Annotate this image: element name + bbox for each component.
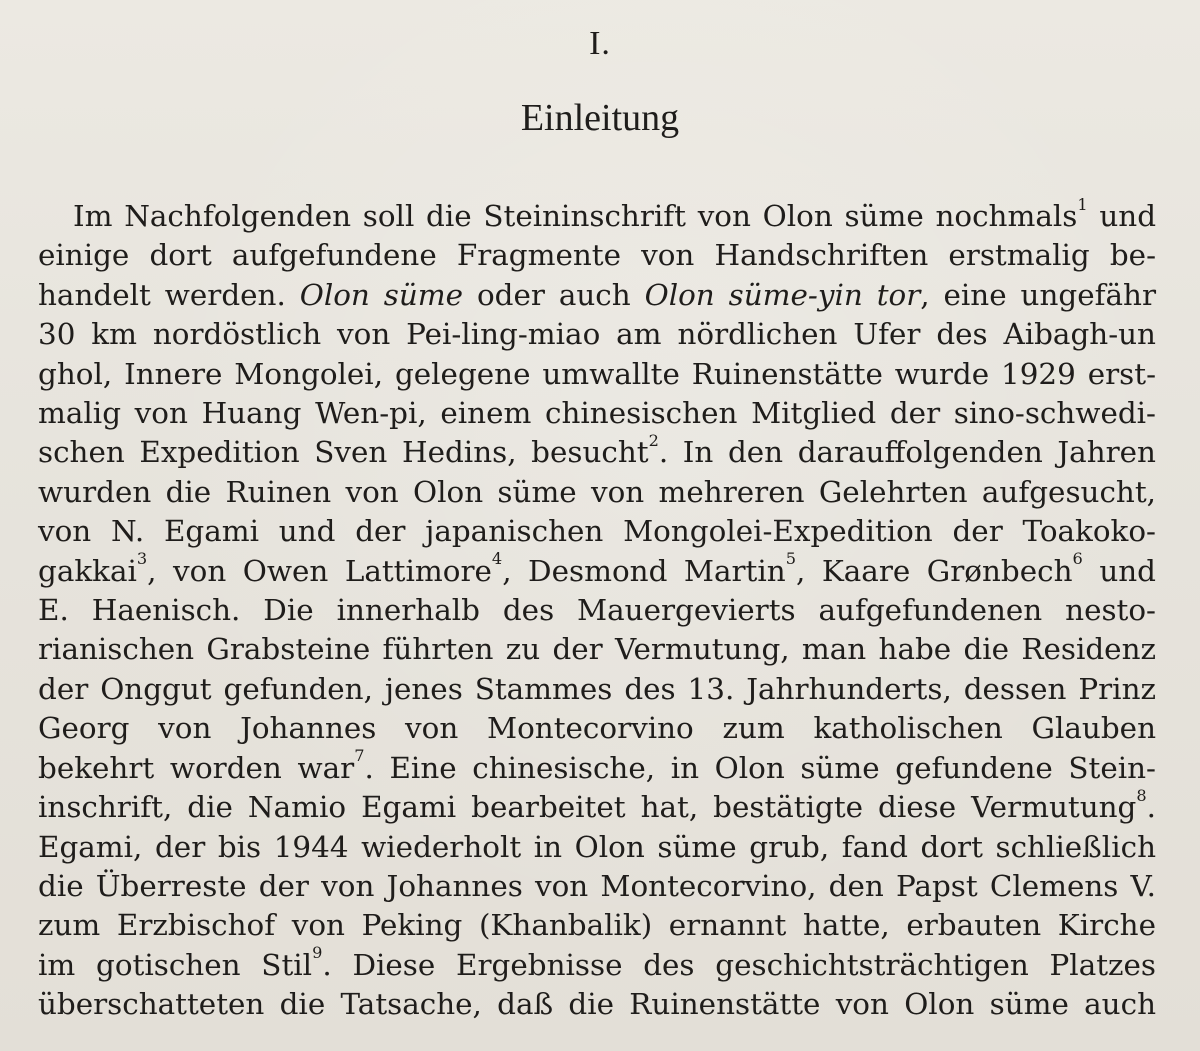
text-segment: Georg von Johannes von Montecorvino zum katholischen Glauben [38,711,1156,746]
body-paragraph [38,194,1157,1025]
text-line [38,549,1156,591]
text-segment: , Desmond Martin [502,553,786,588]
text-segment: ghol, Innere Mongolei, gelegene umwallte Ruinenstätte wurde 1929 erst- [38,356,1156,391]
text-line [38,473,1156,512]
text-line [38,785,1156,827]
text-line [38,746,1156,788]
chapter-title: Einleitung [520,97,680,139]
text-line [38,709,1156,748]
text-segment: . Eine chinesische, in Olon süme gefundene Stein- [364,750,1156,785]
text-line [38,194,1157,236]
text-line [38,394,1156,433]
text-segment: von N. Egami und der japanischen Mongolei-Expedition der Toakoko- [38,514,1156,549]
text-segment: die Überreste der von Johannes von Montecorvino, den Papst Clemens V. [38,868,1156,903]
footnote-marker: 1 [1077,194,1088,214]
italic-term: Olon süme-yin tor [644,277,921,312]
text-line [38,512,1156,551]
text-line [38,828,1156,867]
text-line [38,355,1156,394]
text-segment: inschrift, die Namio Egami bearbeitet hat, bestätigte diese Vermutung [38,790,1137,825]
footnote-marker: 4 [491,549,503,569]
text-segment: der Onggut gefunden, jenes Stammes des 13. Jahrhunderts, dessen Prinz [38,671,1156,706]
text-segment: . In den darauffolgenden Jahren [658,435,1156,470]
text-segment: E. Haenisch. Die innerhalb des Mauergevierts aufgefundenen nesto- [38,593,1156,628]
text-segment: , eine ungefähr [920,277,1156,312]
text-line [38,430,1156,472]
text-segment: . [1146,790,1156,825]
text-segment: im gotischen Stil [38,947,313,982]
text-segment: Im Nachfolgenden soll die Steininschrift von Olon süme nochmals [73,199,1078,233]
text-line [38,943,1156,985]
chapter-number: I. [589,25,611,62]
text-segment: 30 km nordöstlich von Pei-ling-miao am nördlichen Ufer des Aibagh-un [38,317,1156,352]
footnote-marker: 3 [136,549,148,569]
text-segment: handelt werden. [38,277,300,312]
text-segment: schen Expedition Sven Hedins, besucht [38,435,649,470]
text-segment: malig von Huang Wen-pi, einem chinesischen Mitglied der sino-schwedi- [38,396,1156,431]
text-segment: rianischen Grabsteine führten zu der Vermutung, man habe die Residenz [38,632,1156,667]
text-line [38,276,1156,315]
italic-term: Olon süme [299,277,464,312]
footnote-marker: 6 [1072,549,1083,569]
text-line [38,591,1156,630]
text-segment: einige dort aufgefundene Fragmente von Handschriften erstmalig be- [38,238,1156,273]
footnote-marker: 2 [648,430,659,450]
text-line [38,906,1156,945]
text-segment: überschatteten die Tatsache, daß die Ruinenstätte von Olon süme auch [38,987,1156,1022]
text-segment: zum Erzbischof von Peking (Khanbalik) ernannt hatte, erbauten Kirche [38,908,1156,943]
text-segment: . Diese Ergebnisse des geschichtsträchtigen Platzes [322,947,1156,982]
text-segment: oder auch [463,277,645,312]
text-line [38,670,1156,709]
text-segment: Egami, der bis 1944 wiederholt in Olon süme grub, fand dort schließlich [38,829,1156,864]
text-segment: bekehrt worden war [38,750,355,785]
text-line [38,630,1156,669]
text-line [38,236,1156,275]
footnote-marker: 7 [354,746,365,766]
footnote-marker: 9 [312,943,323,963]
text-segment: und [1087,199,1157,233]
text-segment: , von Owen Lattimore [147,553,492,588]
text-segment: , Kaare Grønbech [795,553,1073,588]
footnote-marker: 8 [1136,785,1147,805]
text-segment: gakkai [38,553,137,588]
footnote-marker: 5 [785,549,796,569]
text-line [38,867,1156,906]
text-segment: wurden die Ruinen von Olon süme von mehreren Gelehrten aufgesucht, [38,474,1156,509]
text-line [38,315,1156,354]
text-line [38,985,1156,1024]
text-segment: und [1082,553,1156,588]
